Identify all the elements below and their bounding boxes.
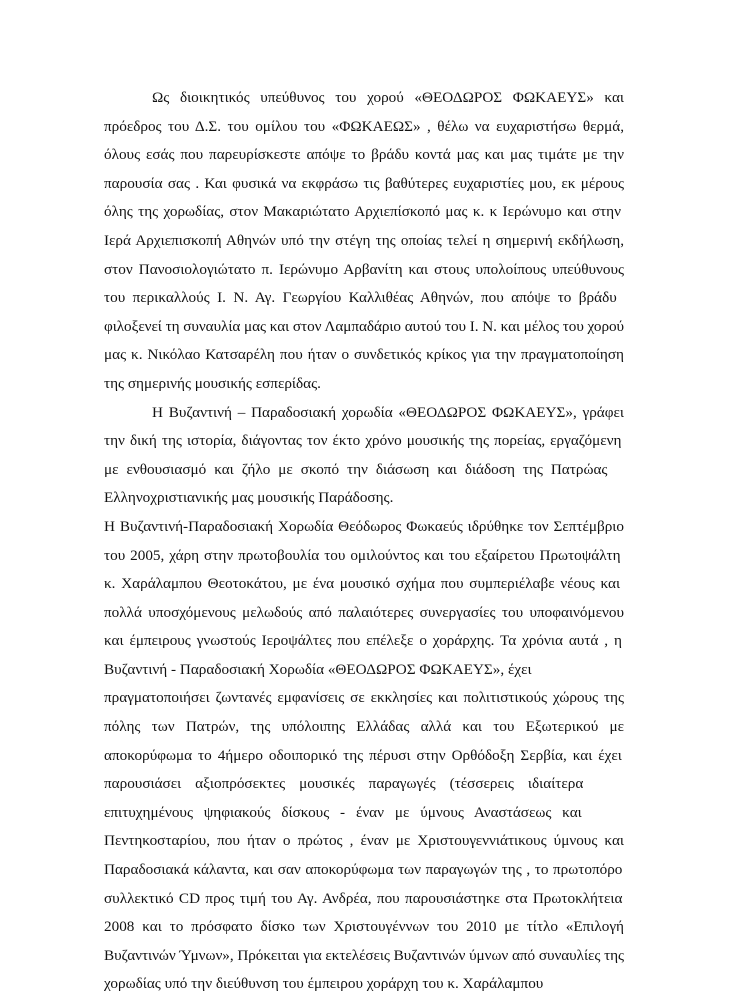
text-line: συλλεκτικό CD προς τιμή του Αγ. Ανδρέα, που παρουσιάστηκε στα Πρωτοκλήτεια bbox=[104, 889, 623, 907]
text-line: Παραδοσιακά κάλαντα, και σαν αποκορύφωμα των παραγωγών της , το πρωτοπόρο bbox=[104, 861, 623, 879]
text-line: αποκορύφωμα το 4ήμερο οδοιπορικό της πέρυσι στην Ορθόδοξη Σερβία, και έχει bbox=[104, 746, 622, 764]
text-line: στον Πανοσιολογιώτατο π. Ιερώνυμο Αρβανίτη και στους υπολοίπους υπεύθυνους bbox=[104, 260, 624, 278]
document-body bbox=[104, 84, 624, 999]
text-line: Η Βυζαντινή – Παραδοσιακή χορωδία «ΘΕΟΔΩΡΟΣ ΦΩΚΑΕΥΣ», γράφει bbox=[152, 403, 624, 421]
text-line: με ενθουσιασμό και ζήλο με σκοπό την διάσωση και διάδοση της Πατρώας bbox=[104, 460, 608, 478]
text-line: φιλοξενεί τη συναυλία μας και στον Λαμπαδάριο αυτού του Ι. Ν. και μέλος του χορού bbox=[104, 317, 624, 335]
text-line: Ιερά Αρχιεπισκοπή Αθηνών υπό την στέγη της οποίας τελεί η σημερινή εκδήλωση, bbox=[104, 231, 624, 249]
text-line: πραγματοποιήσει ζωντανές εμφανίσεις σε εκκλησίες και πολιτιστικούς χώρους της bbox=[104, 689, 624, 707]
text-line: κ. Χαράλαμπου Θεοτοκάτου, με ένα μουσικό σχήμα που συμπεριέλαβε νέους και bbox=[104, 575, 621, 593]
text-line: παρουσιάσει αξιοπρόσεκτες μουσικές παραγωγές (τέσσερεις ιδιαίτερα bbox=[104, 775, 584, 793]
text-line: της σημερινής μουσικής εσπερίδας. bbox=[104, 374, 321, 392]
text-line: παρουσία σας . Και φυσικά να εκφράσω τις βαθύτερες ευχαριστίες μου, εκ μέρους bbox=[104, 174, 624, 192]
text-line: Ως διοικητικός υπεύθυνος του χορού «ΘΕΟΔΩΡΟΣ ΦΩΚΑΕΥΣ» και bbox=[152, 89, 624, 106]
text-line: επιτυχημένους ψηφιακούς δίσκους - έναν με ύμνους Αναστάσεως και bbox=[104, 803, 582, 821]
text-line: πρόεδρος του Δ.Σ. του ομίλου του «ΦΩΚΑΕΩΣ» , θέλω να ευχαριστήσω θερμά, bbox=[104, 117, 624, 135]
text-line: πόλης των Πατρών, της υπόλοιπης Ελλάδας αλλά και του Εξωτερικού με bbox=[104, 718, 624, 736]
text-line: όλης της χορωδίας, στον Μακαριώτατο Αρχιεπίσκοπό μας κ. κ Ιερώνυμο και στην bbox=[104, 203, 621, 221]
paragraph-choir-story bbox=[104, 399, 624, 513]
text-line: και έμπειρους γνωστούς Ιεροψάλτες που επέλεξε ο χοράρχης. Τα χρόνια αυτά , η bbox=[104, 632, 622, 650]
text-line: μας κ. Νικόλαο Κατσαρέλη που ήταν ο συνδετικός κρίκος για την πραγματοποίηση bbox=[104, 346, 624, 364]
text-line: Βυζαντινών Ύμνων», Πρόκειται για εκτελέσεις Βυζαντινών ύμνων από συναυλίες της bbox=[104, 946, 624, 964]
text-line: πολλά υποσχόμενους μελωδούς από παλαιότερες συνεργασίες του υποφαινόμενου bbox=[104, 603, 624, 621]
text-line: του 2005, χάρη στην πρωτοβουλία του ομιλούντος και του εξαίρετου Πρωτοψάλτη bbox=[104, 546, 621, 564]
text-line: 2008 και το πρόσφατο δίσκο των Χριστουγέννων του 2010 με τίτλο «Επιλογή bbox=[104, 918, 624, 936]
text-line: του περικαλλούς Ι. Ν. Αγ. Γεωργίου Καλλιθέας Αθηνών, που απόψε το βράδυ bbox=[104, 289, 617, 307]
text-line: Βυζαντινή - Παραδοσιακή Χορωδία «ΘΕΟΔΩΡΟΣ ΦΩΚΑΕΥΣ», έχει bbox=[104, 660, 532, 678]
paragraph-choir-history bbox=[104, 513, 624, 999]
text-line: Πεντηκοσταρίου, που ήταν ο πρώτος , έναν με Χριστουγεννιάτικους ύμνους και bbox=[104, 832, 624, 850]
text-line: Ελληνοχριστιανικής μας μουσικής Παράδοσης. bbox=[104, 489, 394, 507]
text-line: την δική της ιστορία, διάγοντας τον έκτο χρόνο μουσικής της πορείας, εργαζόμενη bbox=[104, 432, 622, 450]
text-line: Η Βυζαντινή-Παραδοσιακή Χορωδία Θεόδωρος Φωκαεύς ιδρύθηκε τον Σεπτέμβριο bbox=[104, 517, 624, 535]
paragraph-thanks bbox=[104, 84, 624, 399]
text-line: όλους εσάς που παρευρίσκεστε απόψε το βράδυ κοντά μας και μας τιμάτε με την bbox=[104, 146, 624, 164]
text-line: χορωδίας υπό την διεύθυνση του έμπειρου χοράρχη του κ. Χαράλαμπου bbox=[104, 975, 544, 993]
